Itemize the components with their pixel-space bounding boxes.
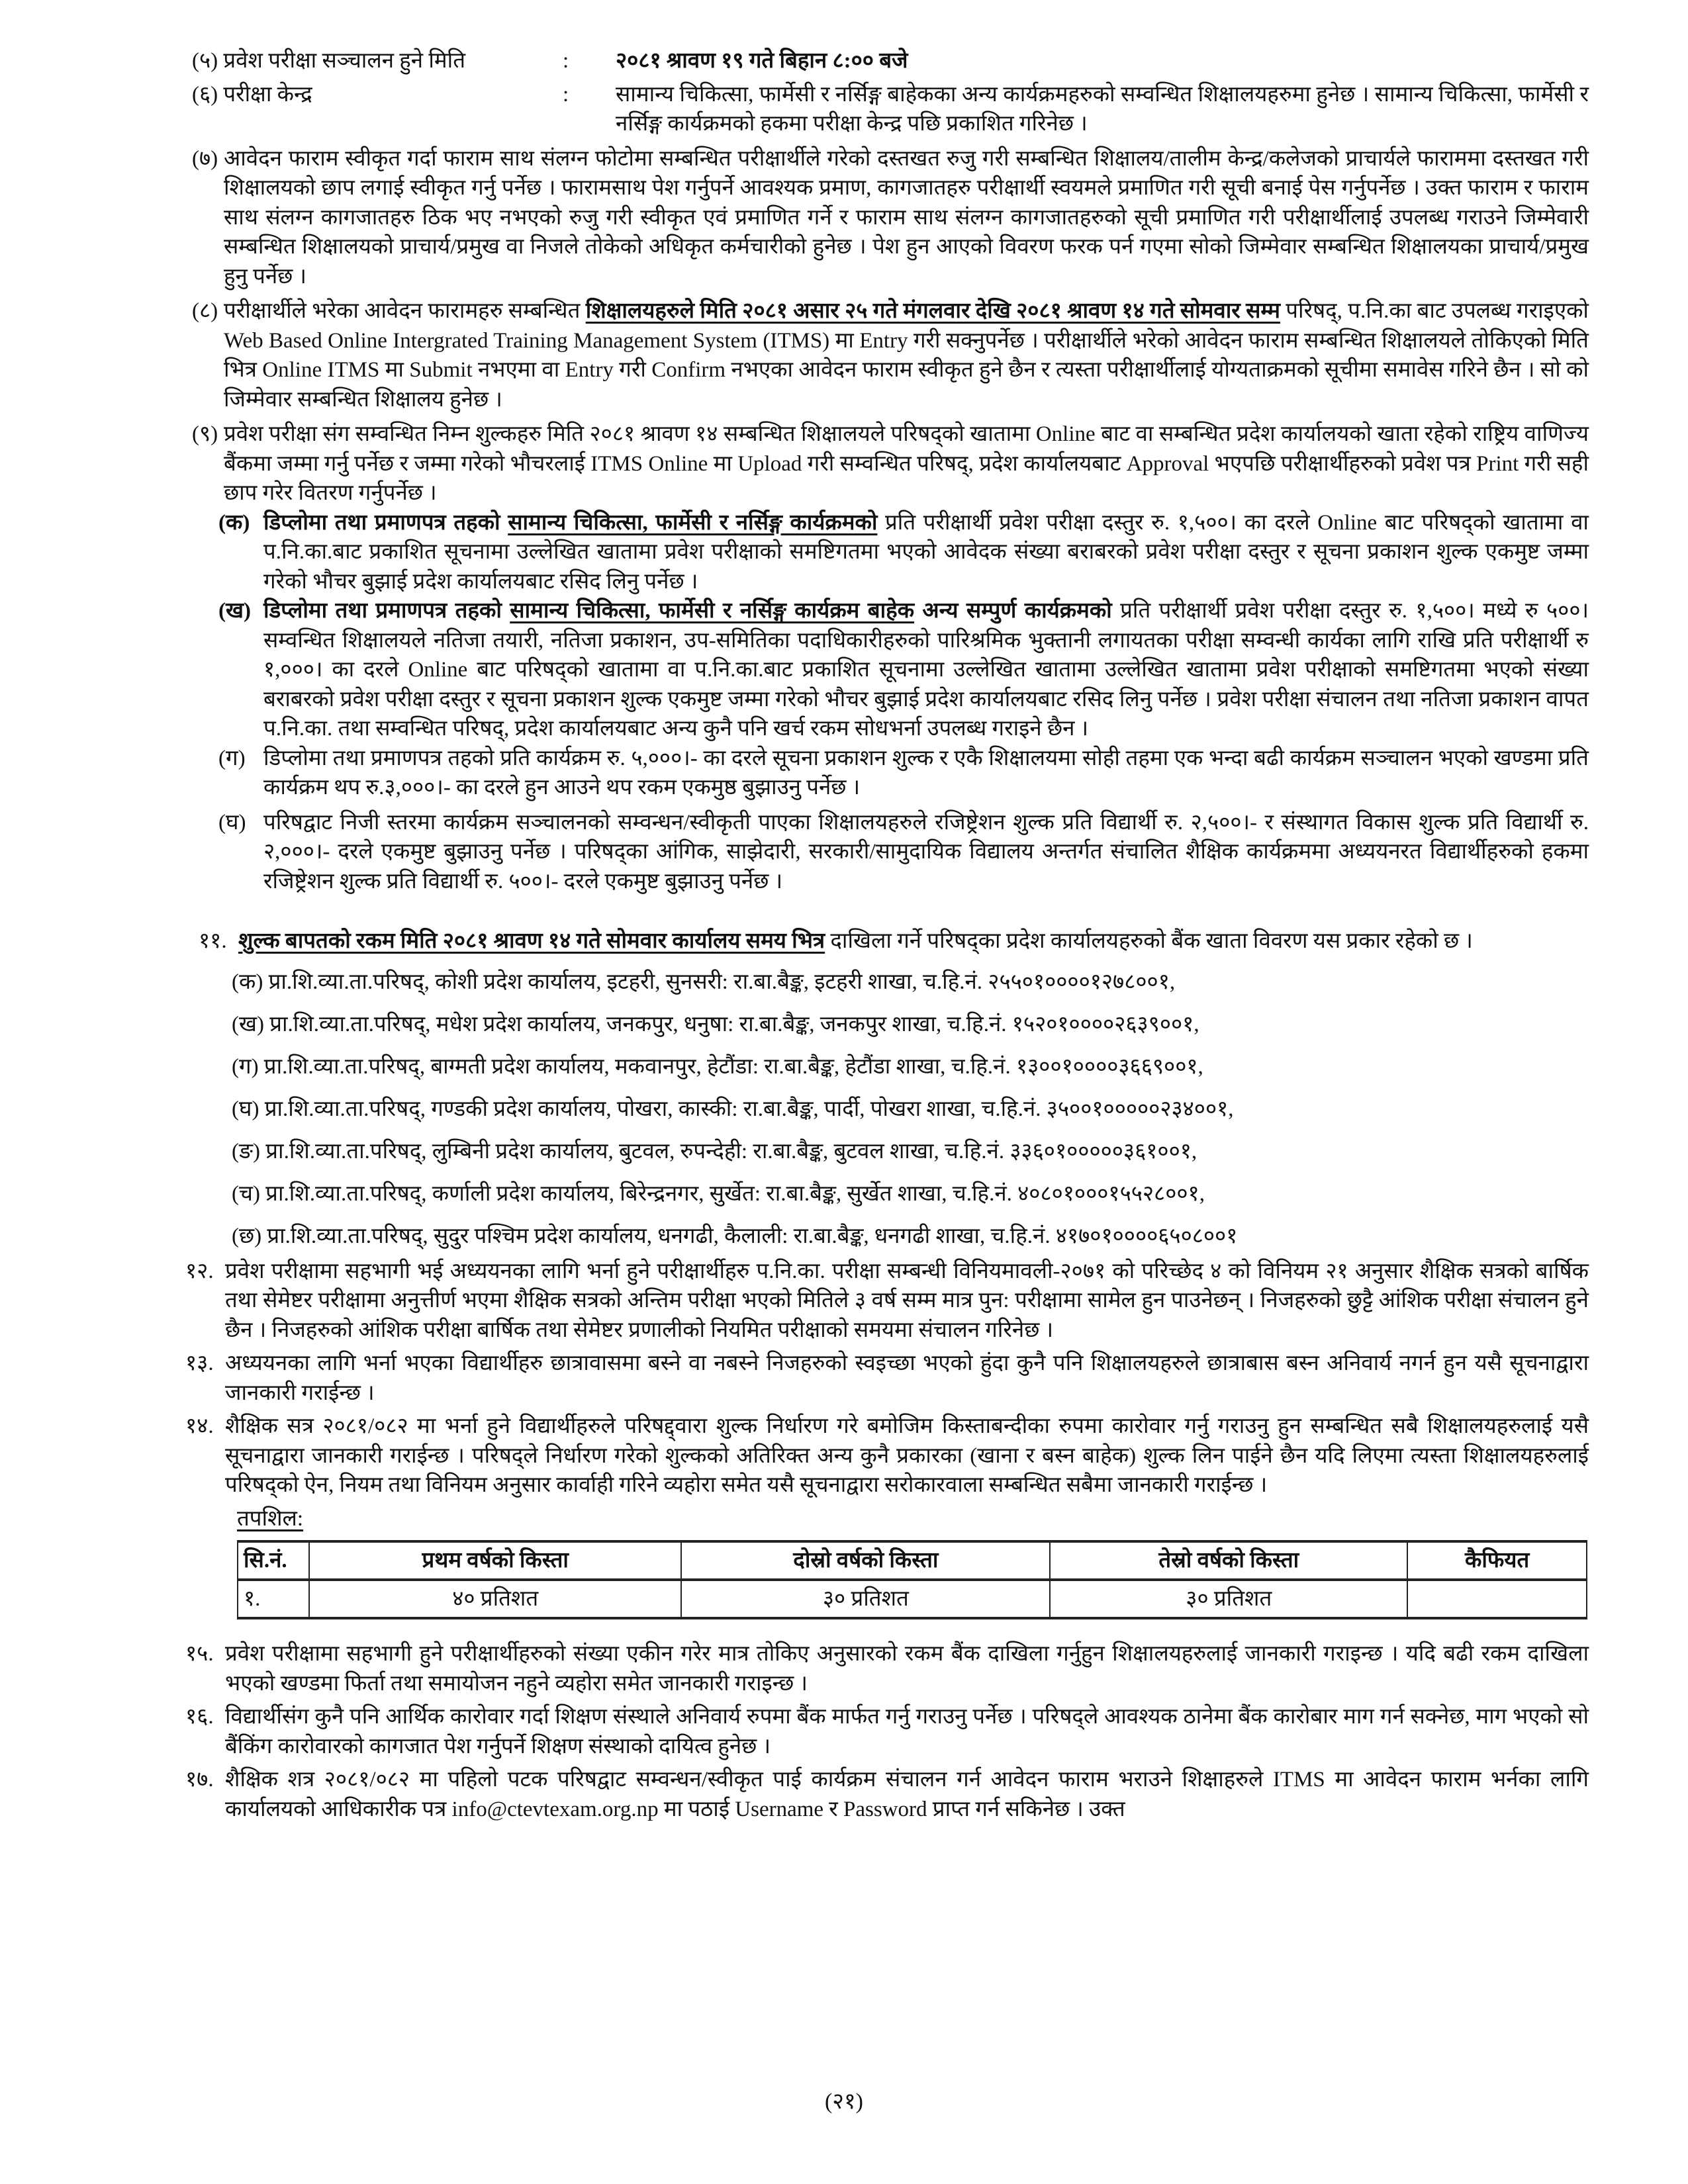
col-header-third-year: तेस्रो वर्षको किस्ता: [1050, 1541, 1407, 1580]
deadline-highlight: शुल्क बापतको रकम मिति २०८१ श्रावण १४ गते सोमवार कार्यालय समय भित्र: [238, 929, 825, 953]
item-9: [192, 420, 1589, 508]
exam-center-value: सामान्य चिकित्सा, फार्मेसी र नर्सिङ्ग बाहेकका अन्य कार्यक्रमहरुको सम्वन्धित शिक्षालयहरुमा हुनेछ । सामान्य चिकित्सा, फार्मेसी र नर्सिङ्ग कार्यक्रमको हकमा परीक्षा केन्द्र पछि प्रकाशित गरिनेछ ।: [616, 82, 1589, 136]
item-text: [263, 596, 1589, 744]
item-text: विद्यार्थीसंग कुनै पनि आर्थिक कारोवार गर्दा शिक्षण संस्थाले अनिवार्य रुपमा बैंक मार्फत गर्नु गराउनु पर्नेछ । परिषद्ले आवश्यक ठानेमा बैंक कारोबार माग गर्न सक्नेछ, माग भएको सो बैंकिंग कारोवारको कागजात पेश गर्नुपर्ने शिक्षण संस्थाको दायित्व हुनेछ ।: [225, 1705, 1589, 1758]
cell-first-year: ४० प्रतिशत: [309, 1580, 681, 1618]
item-11: [199, 927, 1589, 956]
col-header-sn: सि.नं.: [238, 1541, 309, 1580]
item-number: १७.: [185, 1768, 214, 1792]
sub-item-ka: [218, 508, 1589, 597]
bank-account-koshi: (क) प्रा.शि.व्या.ता.परिषद्, कोशी प्रदेश कार्यालय, इटहरी, सुनसरी: रा.बा.बैङ्क, इटहरी शाखा, च.हि.नं. २५५०१००००१२७८००१,: [232, 970, 1176, 994]
item-5-exam-date: [192, 46, 1589, 76]
item-17: [185, 1765, 1589, 1824]
item-number: (६): [192, 82, 218, 107]
item-number: १६.: [185, 1705, 214, 1729]
item-12: [185, 1257, 1589, 1345]
bank-account-madhesh: (ख) प्रा.शि.व्या.ता.परिषद्, मधेश प्रदेश कार्यालय, जनकपुर, धनुषा: रा.बा.बैङ्क, जनकपुर शाखा, च.हि.नं. १५२०१००००२६३९००१,: [232, 1012, 1199, 1036]
sub-item-ga: [218, 744, 1589, 803]
cell-second-year: ३० प्रतिशत: [681, 1580, 1050, 1618]
col-header-remarks: कैफियत: [1407, 1541, 1587, 1580]
exam-date-value: २०८१ श्रावण १९ गते बिहान ८:०० बजे: [616, 49, 908, 73]
document-page: [185, 46, 1589, 1824]
item-label: परीक्षा केन्द्र: [223, 82, 312, 107]
text-run: प्रति परीक्षार्थी प्रवेश परीक्षा दस्तुर रु. १,५००। मध्ये रु ५००। सम्वन्धित शिक्षालयले नतिजा तयारी, नतिजा प्रकाशन, उप-समितिका पदाधिकारीहरुको पारिश्रमिक भुक्तानी लगायतका परीक्षा सम्वन्धी कार्यका लागि राखि प्रति परीक्षार्थी रु १,०००। का दरले Online बाट परिषद्को खातामा वा प.नि.का.बाट प्रकाशित सूचनामा उल्लेखित खातामा उल्लेखित खातामा प्रवेश परीक्षाको समष्टिगतमा भएको संख्या बराबरको प्रवेश परीक्षा दस्तुर र सूचना प्रकाशन शुल्क एकमुष्ट जम्मा गरेको भौचर बुझाई प्रदेश कार्यालयबाट रसिद लिनु पर्नेछ । प्रवेश परीक्षा संचालन तथा नतिजा प्रकाशन वापत प.नि.का. तथा सम्वन्धित परिषद्, प्रदेश कार्यालयबाट अन्य कुनै पनि खर्च रकम सोधभर्ना उपलब्ध गराइने छैन ।: [263, 599, 1589, 741]
colon: :: [563, 49, 569, 73]
item-number: १५.: [185, 1642, 214, 1666]
table-header-row: [238, 1541, 1587, 1580]
bank-account-lumbini: (ङ) प्रा.शि.व्या.ता.परिषद्, लुम्बिनी प्रदेश कार्यालय, बुटवल, रुपन्देही: रा.बा.बैङ्क, बुटवल शाखा, च.हि.नं. ३३६०१०००००३६१००१,: [232, 1139, 1197, 1163]
item-number: (क): [218, 510, 250, 535]
item-15: [185, 1639, 1589, 1698]
item-number: ११.: [199, 929, 227, 953]
text-run: डिप्लोमा तथा प्रमाणपत्र तहको: [263, 599, 510, 623]
item-7: [192, 144, 1589, 292]
item-text: परिषद्वाट निजी स्तरमा कार्यक्रम सञ्चालनको सम्वन्धन/स्वीकृती पाएका शिक्षालयहरुले रजिष्ट्रेशन शुल्क प्रति विद्यार्थी रु. २,५००।- र संस्थागत विकास शुल्क प्रति विद्यार्थी रु. २,०००।- दरले एकमुष्ट बुझाउनु पर्नेछ । परिषद्का आंगिक, साझेदारी, सरकारी/सामुदायिक विद्यालय अन्तर्गत संचालित शैक्षिक कार्यक्रममा अध्ययनरत विद्यार्थीहरुको हकमा रजिष्ट्रेशन शुल्क प्रति विद्यार्थी रु. ५००।- दरले एकमुष्ट बुझाउनु पर्नेछ ।: [263, 810, 1589, 893]
bank-account-karnali: (च) प्रा.शि.व्या.ता.परिषद्, कर्णाली प्रदेश कार्यालय, बिरेन्द्रनगर, सुर्खेत: रा.बा.बैङ्क, सुर्खेत शाखा, च.हि.नं. ४०८०१०००१५५२८००१,: [232, 1181, 1205, 1206]
item-number: १४.: [185, 1414, 214, 1438]
text-run: परिषद्, प.नि.का बाट उपलब्ध गराइएको Web Based Online Intergrated Training Management System (ITMS) मा Entry गरी सक्नुपर्नेछ । परीक्षार्थीले भरेको आवेदन फाराम सम्बन्धित शिक्षालयले तोकिएको मिति भित्र Online ITMS मा Submit नभएमा वा Entry गरी Confirm नभएका आवेदन फाराम स्वीकृत हुने छैन र त्यस्ता परीक्षार्थीलाई योग्यताक्रमको सूचीमा समावेस गरिने छैन । सो को जिम्मेवार सम्बन्धित शिक्षालय हुनेछ ।: [224, 299, 1589, 412]
item-text: शैक्षिक सत्र २०८१/०८२ मा भर्ना हुने विद्यार्थीहरुले परिषद्द्वारा शुल्क निर्धारण गरे बमोजिम किस्ताबन्दीका रुपमा कारोवार गर्नु गराउनु हुन सम्बन्धित सबै शिक्षालयहरुलाई यसै सूचनाद्वारा जानकारी गराईन्छ । परिषद्ले निर्धारण गरेको शुल्कको अतिरिक्त अन्य कुनै प्रकारका (खाना र बस्न बाहेक) शुल्क लिन पाईने छैन यदि लिएमा त्यस्ता शिक्षालयहरुलाई परिषद्को ऐन, नियम तथा विनियम अनुसार कार्वाही गरिने व्यहोरा समेत यसै सूचनाद्वारा सरोकारवाला सम्बन्धित सबैमा जानकारी गराईन्छ ।: [225, 1414, 1589, 1497]
item-text: [224, 296, 1589, 414]
item-number: (५): [192, 49, 218, 73]
item-number: (७): [192, 146, 218, 171]
text-run: दाखिला गर्ने परिषद्का प्रदेश कार्यालयहरुको बैंक खाता विवरण यस प्रकार रहेको छ ।: [825, 929, 1473, 953]
item-6-exam-center: [192, 80, 1589, 139]
item-text: डिप्लोमा तथा प्रमाणपत्र तहको प्रति कार्यक्रम रु. ५,०००।- का दरले सूचना प्रकाशन शुल्क र एकै शिक्षालयमा सोही तहमा एक भन्दा बढी कार्यक्रम सञ्चालन भएको खण्डमा प्रति कार्यक्रम थप रु.३,०००।- का दरले हुन आउने थप रकम एकमुष्ठ बुझाउनु पर्नेछ ।: [263, 746, 1589, 799]
spacer: [192, 896, 1589, 923]
item-text: आवेदन फाराम स्वीकृत गर्दा फाराम साथ संलग्न फोटोमा सम्बन्धित परीक्षार्थीले गरेको दस्तखत रुजु गरी सम्बन्धित शिक्षालय/तालीम केन्द्र/कलेजको प्राचार्यले फाराममा दस्तखत गरी शिक्षालयको छाप लगाई स्वीकृत गर्नु पर्नेछ । फारामसाथ पेश गर्नुपर्ने आवश्यक प्रमाण, कागजातहरु परीक्षार्थी स्वयमले प्रमाणित गरी सूची बनाई पेस गर्नुपर्नेछ । उक्त फाराम र फाराम साथ संलग्न कागजातहरु ठिक भए नभएको रुजु गरी स्वीकृत एवं प्रमाणित गर्ने र फाराम साथ संलग्न कागजातहरुको सूची प्रमाणित गरी परीक्षार्थीलाई उपलब्ध गराउने जिम्मेवारी सम्बन्धित शिक्षालयको प्राचार्य/प्रमुख वा निजले तोकेको अधिकृत कर्मचारीको हुनेछ । पेश हुन आएको विवरण फरक पर्न गएमा सोको जिम्मेवार सम्बन्धित शिक्षालयका प्राचार्य/प्रमुख हुनु पर्नेछ ।: [224, 146, 1589, 289]
item-text: प्रवेश परीक्षा संग सम्वन्धित निम्न शुल्कहरु मिति २०८१ श्रावण १४ सम्बन्धित शिक्षालयले परिषद्को खातामा Online बाट वा सम्बन्धित प्रदेश कार्यालयको खाता रहेको राष्ट्रिय वाणिज्य बैंकमा जम्मा गर्नु पर्नेछ र जम्मा गरेको भौचरलाई ITMS Online मा Upload गरी सम्वन्धित परिषद्, प्रदेश कार्यालयबाट Approval भएपछि परीक्षार्थीहरुको प्रवेश पत्र Print गरी सही छाप गरेर वितरण गर्नुपर्नेछ ।: [224, 422, 1589, 505]
bank-account-sudurpashchim: (छ) प्रा.शि.व्या.ता.परिषद्, सुदुर पश्चिम प्रदेश कार्यालय, धनगढी, कैलाली: रा.बा.बैङ्क, धनगढी शाखा, च.हि.नं. ४१७०१००००६५०८००१: [232, 1224, 1238, 1248]
program-highlight: सामान्य चिकित्सा, फार्मेसी र नर्सिङ्ग कार्यक्रमको: [508, 510, 878, 535]
item-16: [185, 1702, 1589, 1761]
page-number: (२१): [824, 2089, 863, 2114]
item-8: [192, 296, 1589, 414]
colon: :: [563, 82, 569, 107]
item-number: १२.: [185, 1259, 214, 1283]
item-text: प्रवेश परीक्षामा सहभागी भई अध्ययनका लागि भर्ना हुने परीक्षार्थीहरु प.नि.का. परीक्षा सम्बन्धी विनियमावली-२०७१ को परिच्छेद ४ को विनियम २१ अनुसार शैक्षिक सत्रको बार्षिक तथा सेमेष्टर परीक्षामा अनुत्तीर्ण भएमा शैक्षिक सत्रको अन्तिम परीक्षा भएको मितिले ३ वर्ष सम्म मात्र पुन: परीक्षामा सामेल हुन पाउनेछन् । निजहरुको छुट्टै आंशिक परीक्षा संचालन हुने छैन । निजहरुको आंशिक परीक्षा बार्षिक तथा सेमेष्टर प्रणालीको नियमित परीक्षाको समयमा संचालन गरिनेछ ।: [225, 1259, 1589, 1342]
item-text: [263, 508, 1589, 597]
sub-item-gha: [218, 808, 1589, 897]
program-highlight: सामान्य चिकित्सा, फार्मेसी र नर्सिङ्ग कार्यक्रम बाहेक: [510, 599, 915, 623]
details-label: तपशिल:: [237, 1506, 304, 1531]
col-header-first-year: प्रथम वर्षको किस्ता: [309, 1541, 681, 1580]
cell-sn: १.: [238, 1580, 309, 1618]
text-run: परीक्षार्थीले भरेका आवेदन फारामहरु सम्बन्धित: [224, 299, 586, 323]
bank-account-list: [192, 966, 1589, 1253]
item-13: [185, 1349, 1589, 1408]
item-number: १३.: [185, 1351, 214, 1375]
item-text: [238, 927, 1589, 956]
item-text: शैक्षिक शत्र २०८१/०८२ मा पहिलो पटक परिषद्वाट सम्वन्धन/स्वीकृत पाई कार्यक्रम संचालन गर्न आवेदन फाराम भराउने शिक्षाहरुले ITMS मा आवेदन फाराम भर्नका लागि कार्यालयको आधिकारीक पत्र info@ctevtexam.org.np मा पठाई Username र Password प्राप्त गर्न सकिनेछ । उक्त: [225, 1768, 1589, 1821]
text-run: प्रति परीक्षार्थी प्रवेश परीक्षा दस्तुर रु. १,५००। का दरले Online बाट परिषद्को खातामा वा प.नि.का.बाट प्रकाशित सूचनामा उल्लेखित खातामा प्रवेश परीक्षाको समष्टिगतमा भएको आवेदक संख्या बराबरको प्रवेश परीक्षा दस्तुर र सूचना प्रकाशन शुल्क एकमुष्ट जम्मा गरेको भौचर बुझाई प्रदेश कार्यालयबाट रसिद लिनु पर्नेछ ।: [263, 510, 1589, 594]
item-label: प्रवेश परीक्षा सञ्चालन हुने मिति: [223, 49, 465, 73]
item-text: अध्ययनका लागि भर्ना भएका विद्यार्थीहरु छात्रावासमा बस्ने वा नबस्ने निजहरुको स्वइच्छा भएको हुंदा कुनै पनि शिक्षालयहरुले छात्राबास बस्न अनिवार्य नगर्न हुन यसै सूचनाद्वारा जानकारी गराईन्छ ।: [225, 1351, 1589, 1405]
deadline-highlight: शिक्षालयहरुले मिति २०८१ असार २५ गते मंगलवार देखि २०८१ श्रावण १४ गते सोमवार सम्म: [585, 299, 1280, 323]
cell-remarks: [1407, 1580, 1587, 1618]
text-run: डिप्लोमा तथा प्रमाणपत्र तहको: [263, 510, 508, 535]
item-text: प्रवेश परीक्षामा सहभागी हुने परीक्षार्थीहरुको संख्या एकीन गरेर मात्र तोकिए अनुसारको रकम बैंक दाखिला गर्नुहुन शिक्षालयहरुलाई जानकारी गराइन्छ । यदि बढी रकम दाखिला भएको खण्डमा फिर्ता तथा समायोजन नहुने व्यहोरा समेत जानकारी गराइन्छ ।: [225, 1642, 1589, 1696]
text-run: अन्य सम्पुर्ण कार्यक्रमको: [914, 599, 1112, 623]
col-header-second-year: दोस्रो वर्षको किस्ता: [681, 1541, 1050, 1580]
cell-third-year: ३० प्रतिशत: [1050, 1580, 1407, 1618]
item-number: (९): [192, 422, 218, 446]
table-row: [238, 1580, 1587, 1618]
bank-account-bagmati: (ग) प्रा.शि.व्या.ता.परिषद्, बाग्मती प्रदेश कार्यालय, मकवानपुर, हेटौंडा: रा.बा.बैङ्क, हेटौंडा शाखा, च.हि.नं. १३००१००००३६६९००१,: [232, 1054, 1203, 1079]
item-number: (ख): [218, 599, 251, 623]
sub-item-kha: [218, 596, 1589, 744]
item-14: [185, 1412, 1589, 1500]
item-number: (८): [192, 299, 218, 323]
bank-account-gandaki: (घ) प्रा.शि.व्या.ता.परिषद्, गण्डकी प्रदेश कार्यालय, पोखरा, कास्की: रा.बा.बैङ्क, पार्दी, पोखरा शाखा, च.हि.नं. ३५००१०००००२३४००१,: [232, 1097, 1234, 1121]
item-number: (ग): [218, 746, 246, 770]
installment-table: [237, 1540, 1587, 1619]
item-number: (घ): [218, 810, 246, 835]
